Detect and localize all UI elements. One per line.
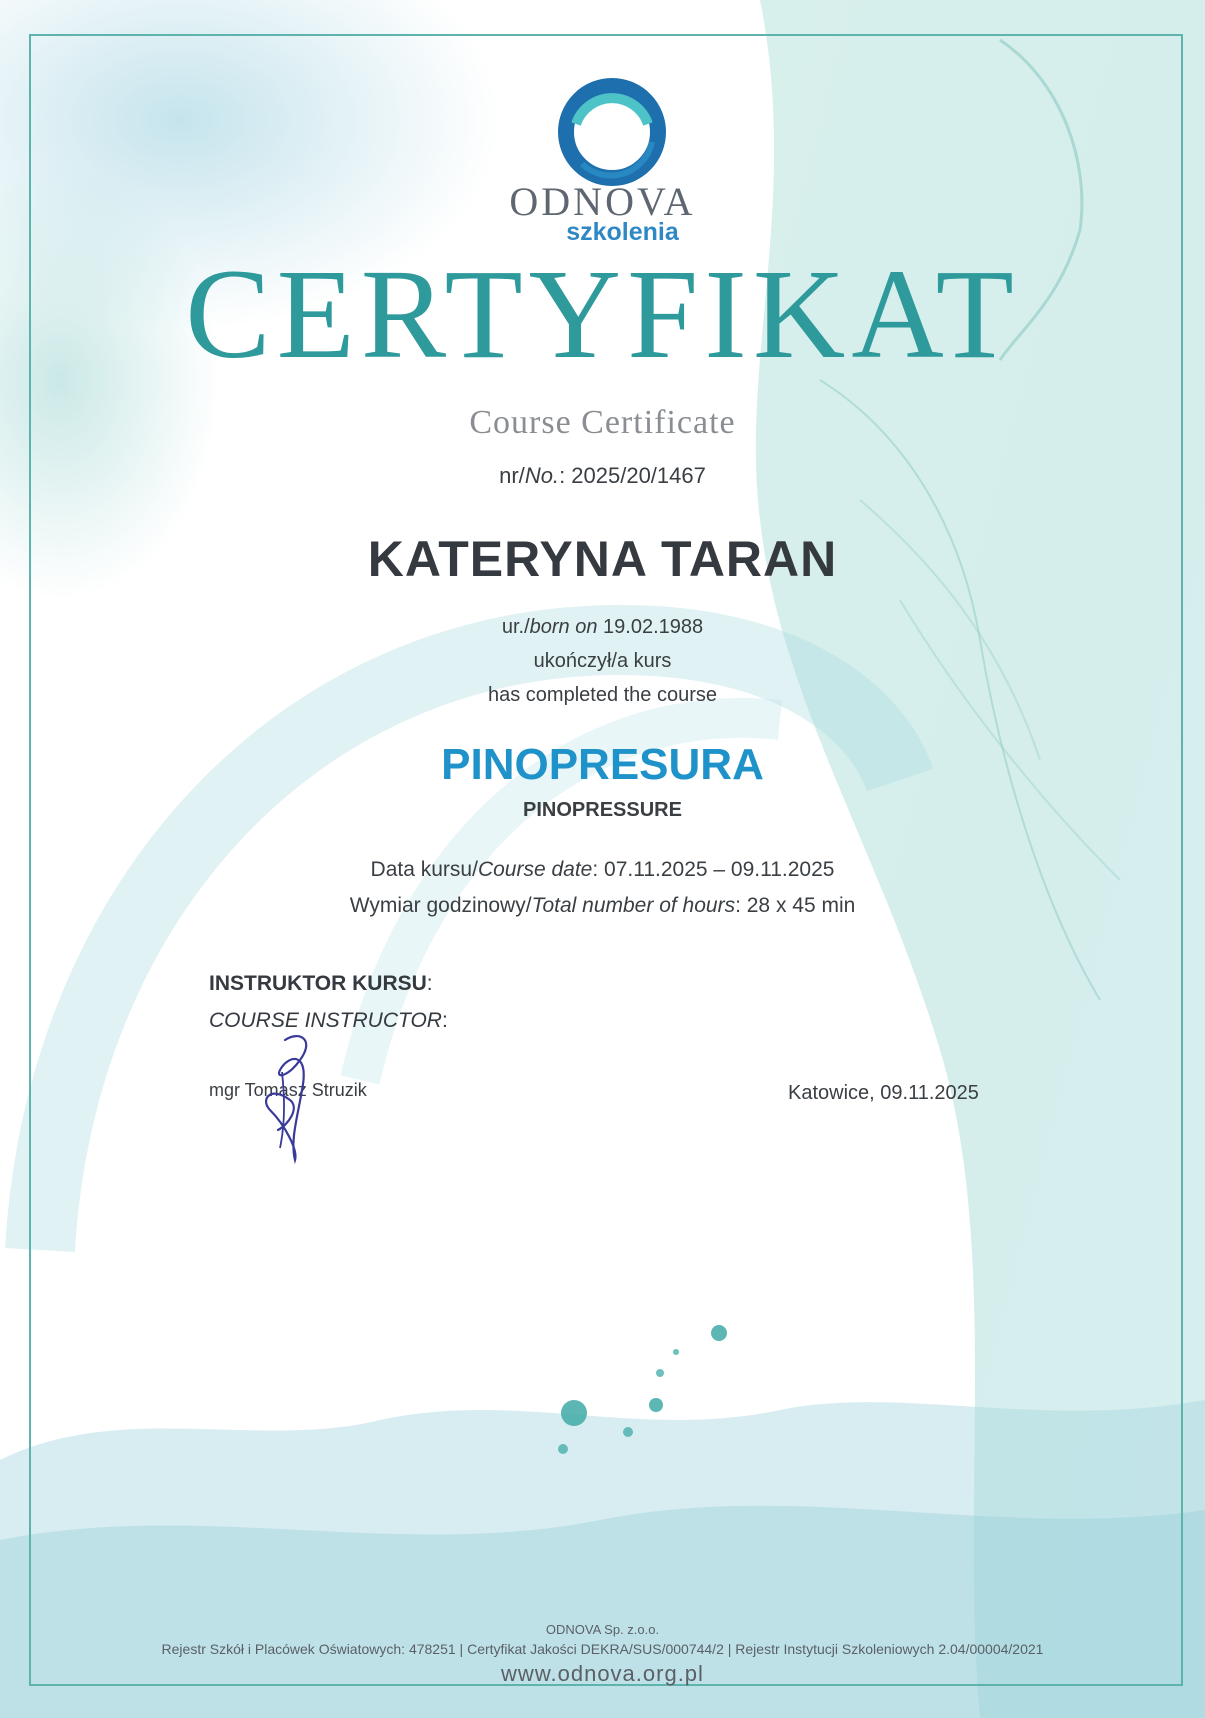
odnova-logo-icon <box>552 72 672 192</box>
certificate-subtitle: Course Certificate <box>469 404 736 441</box>
course-hours: Wymiar godzinowy/Total number of hours: 28 x 45 min <box>349 894 856 917</box>
signature-icon <box>240 1030 350 1170</box>
footer-company: ODNOVA Sp. z.o.o. <box>545 1622 660 1637</box>
recipient-name: KATERYNA TARAN <box>367 531 838 587</box>
certificate-number: nr/No.: 2025/20/1467 <box>499 463 706 488</box>
instructor-label-en: COURSE INSTRUCTOR: <box>209 1009 448 1032</box>
certificate-title: CERTYFIKAT <box>185 243 1020 385</box>
footer-url: www.odnova.org.pl <box>501 1661 704 1686</box>
completed-en: has completed the course <box>487 684 718 706</box>
completed-pl: ukończył/a kurs <box>533 650 672 672</box>
brand-subtitle: szkolenia <box>566 218 679 246</box>
course-date: Data kursu/Course date: 07.11.2025 – 09.11.2025 <box>370 858 835 881</box>
instructor-label: INSTRUKTOR KURSU: <box>209 972 433 995</box>
brand-name: ODNOVA <box>509 179 696 224</box>
course-name-en: PINOPRESSURE <box>523 799 682 821</box>
course-name: PINOPRESURA <box>441 740 764 789</box>
instructor-name: mgr Tomasz Struzik <box>209 1080 367 1100</box>
birth-date: ur./born on 19.02.1988 <box>501 616 704 638</box>
footer-registers: Rejestr Szkół i Placówek Oświatowych: 478251 | Certyfikat Jakości DEKRA/SUS/000744/2 | Rejestr Instytucji Szkoleniowych 2.04/00004/2021 <box>161 1641 1044 1657</box>
place-and-date: Katowice, 09.11.2025 <box>788 1082 979 1104</box>
